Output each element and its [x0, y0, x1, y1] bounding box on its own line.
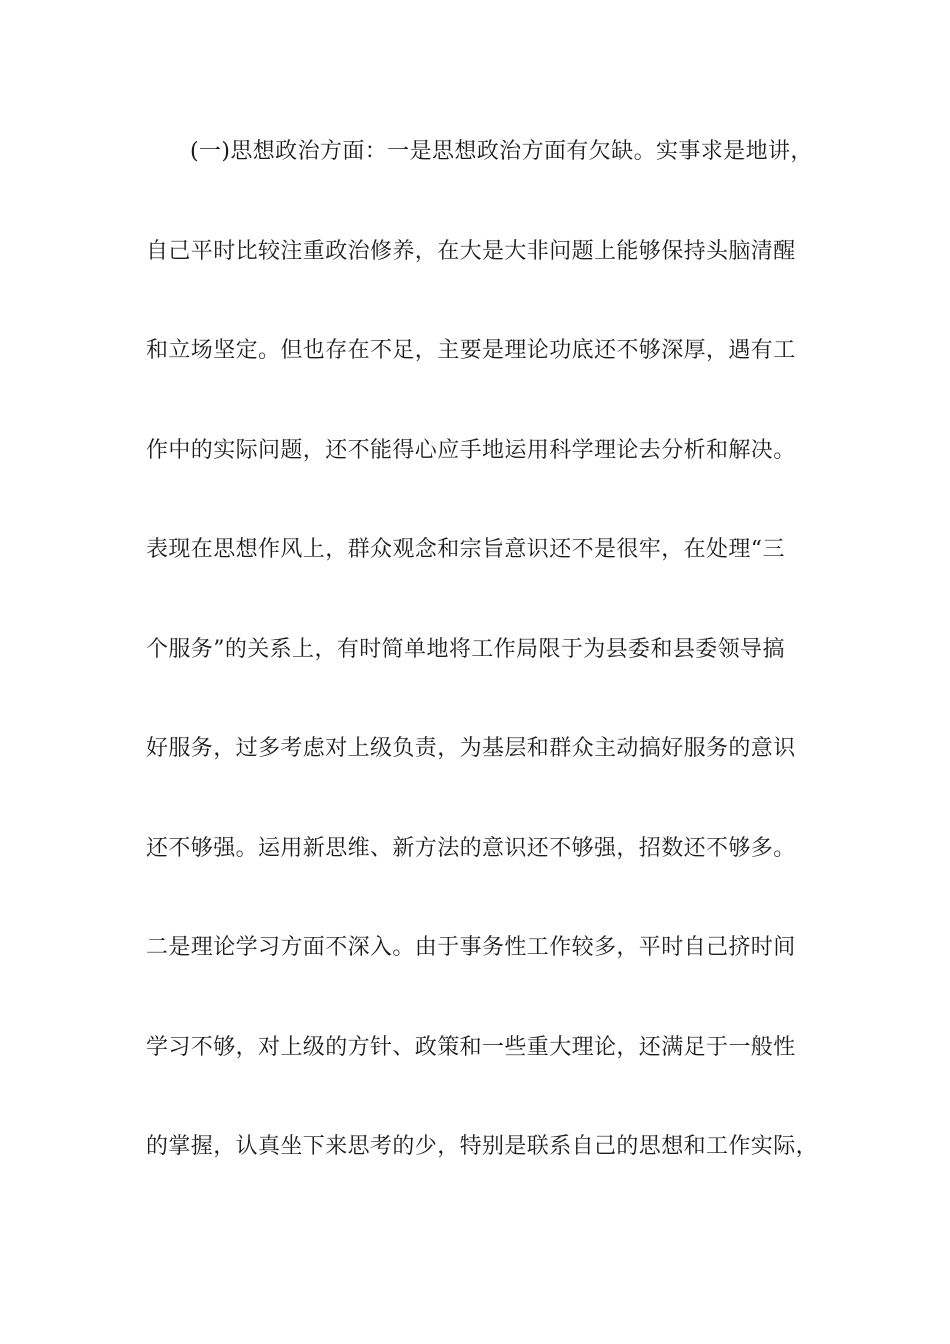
paragraph-line-7: 好服务，过多考虑对上级负责，为基层和群众主动搞好服务的意识 [146, 736, 796, 761]
paragraph-line-11: 的掌握，认真坐下来思考的少，特别是联系自己的思想和工作实际， [146, 1134, 819, 1159]
paragraph-line-10: 学习不够，对上级的方针、政策和一些重大理论，还满足于一般性 [146, 1035, 796, 1060]
paragraph-line-9: 二是理论学习方面不深入。由于事务性工作较多，平时自己挤时间 [146, 935, 796, 960]
paragraph-line-2: 自己平时比较注重政治修养，在大是大非问题上能够保持头脑清醒 [146, 239, 796, 264]
paragraph-line-8: 还不够强。运用新思维、新方法的意识还不够强，招数还不够多。 [146, 836, 796, 861]
paragraph-line-3: 和立场坚定。但也存在不足，主要是理论功底还不够深厚，遇有工 [146, 338, 796, 363]
paragraph-line-6: 个服务”的关系上，有时简单地将工作局限于为县委和县委领导搞 [146, 637, 785, 662]
paragraph-line-4: 作中的实际问题，还不能得心应手地运用科学理论去分析和解决。 [146, 438, 796, 463]
paragraph-line-1: (一)思想政治方面：一是思想政治方面有欠缺。实事求是地讲， [190, 139, 813, 164]
paragraph-line-5: 表现在思想作风上，群众观念和宗旨意识还不是很牢，在处理“三 [146, 537, 785, 562]
